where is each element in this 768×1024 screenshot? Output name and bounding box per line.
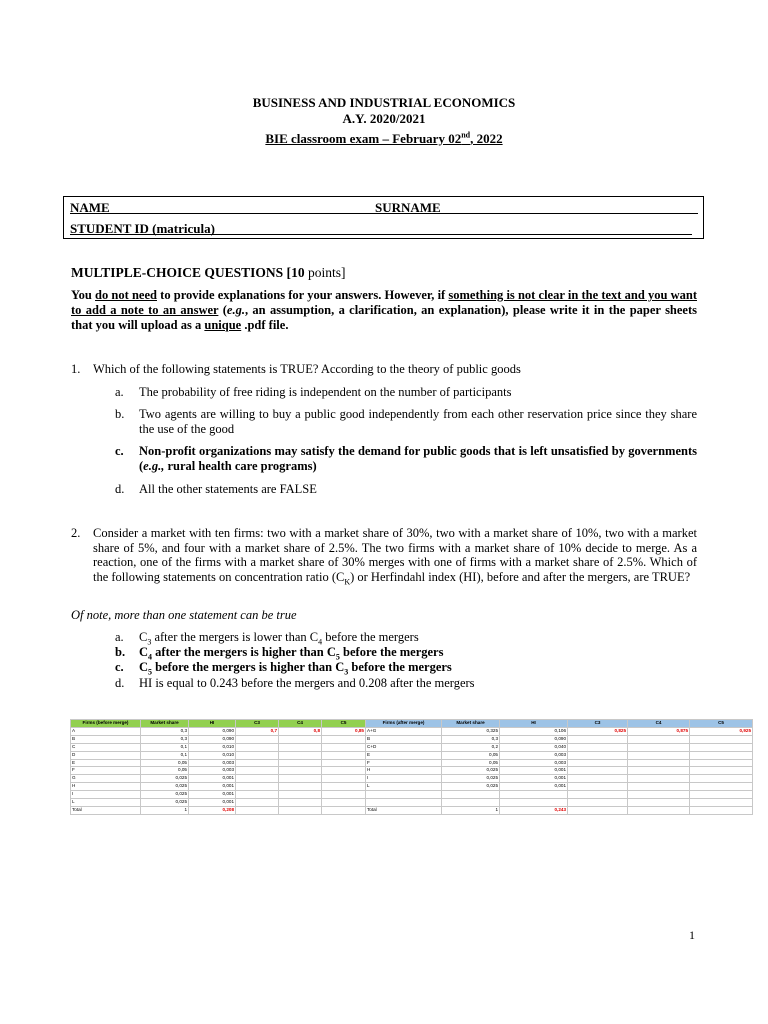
table-cell: 0,05 (141, 759, 189, 767)
table-cell: 0,825 (568, 727, 628, 735)
table-row (71, 791, 366, 799)
column-header: C4 (628, 720, 690, 728)
instr-part: do not need (95, 288, 157, 302)
table-cell (568, 767, 628, 775)
option-letter: d. (115, 676, 125, 690)
table-row (366, 759, 753, 767)
column-header: Firms (after merge) (366, 720, 442, 728)
table-cell (628, 799, 690, 807)
question-text-part: ) or Herfindahl index (HI), before and after the mergers, are TRUE? (350, 569, 691, 584)
table-cell (568, 806, 628, 814)
option-text-part: C (139, 660, 149, 674)
table-cell (690, 759, 753, 767)
instr-part: ( (218, 303, 227, 317)
table-row (71, 727, 366, 735)
table-cell: Total (366, 806, 442, 814)
table-cell: 0,05 (141, 767, 189, 775)
table-cell: L (71, 799, 141, 807)
table-cell (279, 791, 322, 799)
table-cell: 0,7 (236, 727, 279, 735)
option-text: All the other statements are FALSE (139, 482, 317, 496)
table-cell: 0,106 (500, 727, 568, 735)
option-text-part: C (139, 630, 148, 644)
table-row (366, 783, 753, 791)
table-cell: 0,001 (189, 783, 236, 791)
table-cell: 0,003 (500, 751, 568, 759)
table-cell (236, 775, 279, 783)
column-header: C3 (236, 720, 279, 728)
table-row (366, 727, 753, 735)
option-text-part: before the mergers is higher than C (152, 660, 345, 674)
table-cell: 0,090 (189, 735, 236, 743)
table-cell: H (71, 783, 141, 791)
option-sub: 3 (344, 667, 349, 677)
table-cell: 0,025 (442, 775, 500, 783)
table-cell: B (366, 735, 442, 743)
column-header: C3 (568, 720, 628, 728)
table-cell: 0,05 (442, 759, 500, 767)
student-id-line[interactable] (70, 234, 692, 235)
table-cell: F (71, 767, 141, 775)
table-row (366, 735, 753, 743)
column-header: Market share (141, 720, 189, 728)
table-cell (236, 767, 279, 775)
table-cell (366, 791, 442, 799)
table-cell (568, 735, 628, 743)
table-cell: 0,025 (141, 783, 189, 791)
table-cell (236, 759, 279, 767)
table-cell: 0,025 (442, 783, 500, 791)
option-text-part: Non-profit organizations may satisfy the demand for public goods that is left unsatisfied by governments ( (139, 444, 697, 473)
table-cell (690, 791, 753, 799)
table-cell (690, 751, 753, 759)
option-letter: b. (115, 645, 126, 659)
table-cell: 0,3 (141, 727, 189, 735)
table-cell (279, 775, 322, 783)
table-cell (322, 759, 366, 767)
instructions (71, 288, 697, 333)
table-row (71, 799, 366, 807)
table-cell: Total (71, 806, 141, 814)
table-cell (500, 799, 568, 807)
page-number: 1 (689, 928, 695, 942)
option-letter: a. (115, 385, 124, 399)
table-cell (628, 775, 690, 783)
table-cell: 0,025 (141, 791, 189, 799)
table-cell (322, 751, 366, 759)
table-cell: 0,001 (189, 799, 236, 807)
table-cell: 0,001 (500, 767, 568, 775)
question-1 (0, 362, 768, 502)
table-cell (568, 759, 628, 767)
option-text (139, 444, 697, 473)
table-cell (500, 791, 568, 799)
question-text: Which of the following statements is TRUE? According to the theory of public goods (93, 362, 521, 376)
question-note: Of note, more than one statement can be true (71, 608, 297, 622)
table-cell (442, 791, 500, 799)
option-text-part: before the mergers (348, 660, 452, 674)
table-cell (236, 806, 279, 814)
table-cell (690, 735, 753, 743)
table-cell: C+D (366, 743, 442, 751)
table-cell: 0,025 (141, 799, 189, 807)
table-row (366, 799, 753, 807)
table-cell: 0,003 (500, 759, 568, 767)
mcq-title (71, 265, 345, 281)
total-row (366, 806, 753, 814)
table-cell: 0,001 (500, 775, 568, 783)
table-cell (690, 806, 753, 814)
total-row (71, 806, 366, 814)
table-cell: I (366, 775, 442, 783)
table-cell (568, 743, 628, 751)
table-cell: D (71, 751, 141, 759)
instr-part: , an assumption, a clarification, an explanation), please write it in the paper sheets that you will upload as a (71, 303, 698, 332)
table-cell (279, 735, 322, 743)
table-cell: 1 (442, 806, 500, 814)
table-cell (322, 735, 366, 743)
table-cell (690, 783, 753, 791)
exam-title-post: , 2022 (470, 131, 503, 146)
table-cell: 0,001 (500, 783, 568, 791)
option-text-part: before the mergers (339, 645, 444, 659)
table-cell: 0,3 (141, 735, 189, 743)
table-cell: B (71, 735, 141, 743)
option-letter: c. (115, 444, 124, 458)
table-cell (236, 743, 279, 751)
table-after-merge (365, 719, 753, 815)
instr-part: something is not clear in the text and you want to add a note to an answer (71, 288, 698, 317)
table-cell: 0,010 (189, 743, 236, 751)
table-cell (279, 806, 322, 814)
table-before-merge-wrap (70, 719, 366, 815)
column-header: C5 (322, 720, 366, 728)
table-cell: H (366, 767, 442, 775)
table-cell: A (71, 727, 141, 735)
option-text-part: rural health care programs) (164, 458, 317, 473)
instr-part: to provide explanations for your answers. However, if (156, 288, 449, 302)
table-cell (628, 751, 690, 759)
table-row (366, 791, 753, 799)
student-id-label: STUDENT ID (matricula) (70, 221, 215, 236)
table-cell (568, 783, 628, 791)
table-cell: 0,925 (690, 727, 753, 735)
option-text-part: C (139, 645, 149, 659)
table-cell: 0,025 (442, 767, 500, 775)
table-cell: E (366, 751, 442, 759)
surname-label: SURNAME (375, 200, 441, 215)
table-cell (628, 759, 690, 767)
option-text-part: before the mergers (322, 630, 419, 644)
table-row (71, 775, 366, 783)
instr-part: e.g. (226, 303, 245, 317)
table-cell (236, 783, 279, 791)
table-cell (236, 751, 279, 759)
table-cell (322, 783, 366, 791)
question-text (93, 526, 697, 590)
table-cell (279, 767, 322, 775)
table-cell (628, 767, 690, 775)
table-cell (322, 743, 366, 751)
table-cell (568, 751, 628, 759)
table-row (71, 759, 366, 767)
table-cell: 0,090 (189, 727, 236, 735)
table-cell: 0,040 (500, 743, 568, 751)
mcq-title-text: MULTIPLE-CHOICE QUESTIONS [ (71, 265, 292, 280)
instr-part: You (71, 288, 96, 302)
table-cell: 0,325 (442, 727, 500, 735)
table-cell: 0,85 (322, 727, 366, 735)
table-cell: E (71, 759, 141, 767)
exam-title (0, 131, 768, 147)
question-number: 1. (71, 362, 81, 376)
table-row (366, 775, 753, 783)
table-cell (628, 735, 690, 743)
option-sub: 3 (147, 637, 152, 647)
mcq-points: 10 (291, 265, 305, 280)
table-cell: 0,001 (189, 791, 236, 799)
table-cell: 0,208 (189, 806, 236, 814)
table-header-row (366, 720, 753, 728)
table-cell: 0,875 (628, 727, 690, 735)
option-sub: 4 (148, 652, 153, 662)
table-cell (442, 799, 500, 807)
table-cell: 0,1 (141, 743, 189, 751)
table-row (71, 767, 366, 775)
table-after-merge-wrap (365, 719, 753, 815)
table-cell (322, 806, 366, 814)
option-text-part: e.g., (143, 458, 165, 473)
table-row (71, 751, 366, 759)
table-cell: 0,003 (189, 759, 236, 767)
column-header: Market share (442, 720, 500, 728)
column-header: Firms (before merge) (71, 720, 141, 728)
question-text-part: Consider a market with ten firms: two with a market share of 30%, two with a market share of 10%, two with a market share of 5%, and four with a market share of 2.5%. The two firms with a market share of 10% decide to merge. As a reaction, one of the firms with a market share of 30% merges with one of firms with a market share of 2.5%. Which of the following statements on concentration ratio (C (93, 526, 697, 584)
option-letter: d. (115, 482, 125, 496)
option-letter: b. (115, 407, 125, 421)
table-cell (568, 799, 628, 807)
exam-title-sup: nd (461, 130, 471, 140)
table-cell (628, 743, 690, 751)
instr-part: unique (204, 318, 242, 332)
table-cell: 0,001 (189, 775, 236, 783)
table-cell: F (366, 759, 442, 767)
table-cell: L (366, 783, 442, 791)
table-header-row (71, 720, 366, 728)
table-cell (690, 767, 753, 775)
table-cell: G (71, 775, 141, 783)
table-cell (628, 791, 690, 799)
option-sub: 4 (318, 637, 323, 647)
mcq-points-suffix: points] (304, 265, 346, 280)
table-cell: 0,8 (279, 727, 322, 735)
instr-part: .pdf file. (241, 318, 289, 332)
table-cell: 0,3 (442, 735, 500, 743)
table-cell (279, 751, 322, 759)
table-row (366, 751, 753, 759)
table-cell: 0,090 (500, 735, 568, 743)
table-cell: 0,010 (189, 751, 236, 759)
table-cell (236, 791, 279, 799)
question-number: 2. (71, 526, 81, 540)
table-cell: 0,003 (189, 767, 236, 775)
option-text-part: after the mergers is higher than C (152, 645, 336, 659)
table-cell (236, 735, 279, 743)
table-cell (279, 783, 322, 791)
table-cell (279, 759, 322, 767)
option-letter: c. (115, 660, 124, 674)
name-label: NAME (70, 200, 110, 215)
column-header: HI (189, 720, 236, 728)
table-cell (322, 767, 366, 775)
exam-title-pre: BIE classroom exam – February 02 (265, 131, 462, 146)
option-sub: 5 (335, 652, 340, 662)
column-header: C4 (279, 720, 322, 728)
table-cell: I (71, 791, 141, 799)
table-cell: C (71, 743, 141, 751)
column-header: HI (500, 720, 568, 728)
table-cell (628, 783, 690, 791)
table-cell (690, 799, 753, 807)
table-row (71, 743, 366, 751)
option-sub: 5 (148, 667, 153, 677)
table-cell (322, 775, 366, 783)
table-cell (279, 799, 322, 807)
table-cell: 0,025 (141, 775, 189, 783)
option-text: HI is equal to 0.243 before the mergers and 0.208 after the mergers (139, 676, 475, 690)
column-header: C5 (690, 720, 753, 728)
table-cell (568, 791, 628, 799)
table-row (71, 735, 366, 743)
table-cell: 0,1 (141, 751, 189, 759)
table-cell (366, 799, 442, 807)
option-text: Two agents are willing to buy a public good independently from each other reservation price since they share the use of the good (139, 407, 697, 436)
table-cell (236, 799, 279, 807)
table-cell (628, 806, 690, 814)
question-2 (0, 526, 768, 696)
student-info-box (63, 196, 704, 239)
table-cell: 0,243 (500, 806, 568, 814)
table-row (366, 743, 753, 751)
course-title: BUSINESS AND INDUSTRIAL ECONOMICS (252, 95, 516, 110)
table-before-merge (70, 719, 366, 815)
table-cell: 1 (141, 806, 189, 814)
table-row (366, 767, 753, 775)
option-text: The probability of free riding is independent on the number of participants (139, 385, 512, 399)
option-letter: a. (115, 630, 124, 644)
table-cell (279, 743, 322, 751)
table-row (71, 783, 366, 791)
table-cell: 0,2 (442, 743, 500, 751)
table-cell (690, 743, 753, 751)
table-cell: 0,05 (442, 751, 500, 759)
table-cell (568, 775, 628, 783)
option-text-part: after the mergers is lower than C (151, 630, 319, 644)
question-text-sub: K (344, 577, 351, 586)
academic-year: A.Y. 2020/2021 (342, 111, 426, 126)
table-cell: A+G (366, 727, 442, 735)
table-cell (690, 775, 753, 783)
table-cell (322, 799, 366, 807)
table-cell (322, 791, 366, 799)
